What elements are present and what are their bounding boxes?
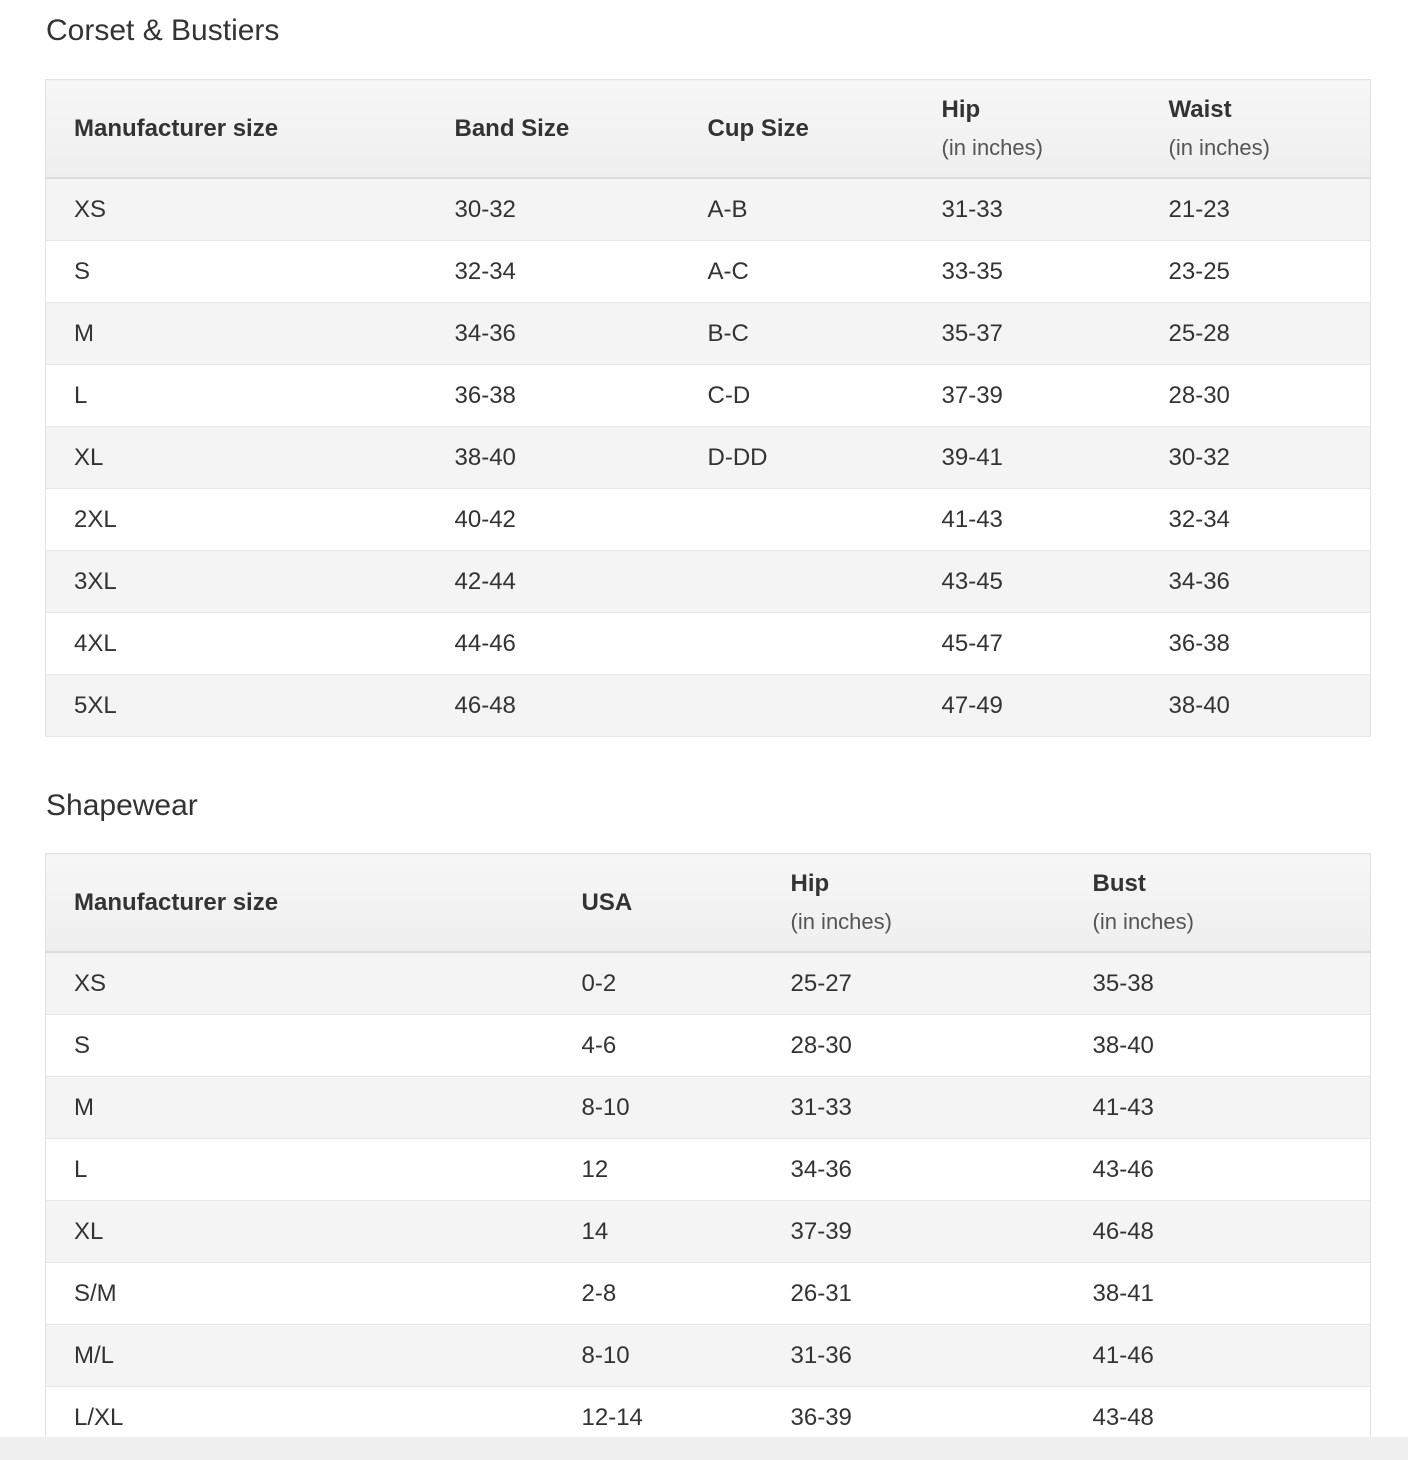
table-row xyxy=(46,365,1371,427)
cell-cup xyxy=(680,489,914,551)
shapewear-section-title: Shapewear xyxy=(46,789,198,822)
cell-hip: 45-47 xyxy=(914,613,1141,675)
header-usa: USA xyxy=(554,854,763,953)
header-waist: Waist (in inches) xyxy=(1141,80,1371,179)
cell-band: 40-42 xyxy=(427,489,680,551)
table-header-row xyxy=(46,854,1371,953)
cell-bust: 41-43 xyxy=(1065,1077,1371,1139)
cell-usa: 8-10 xyxy=(554,1077,763,1139)
cell-hip: 37-39 xyxy=(763,1201,1065,1263)
cell-band: 36-38 xyxy=(427,365,680,427)
cell-hip: 35-37 xyxy=(914,303,1141,365)
cell-size: S/M xyxy=(46,1263,554,1325)
cell-waist: 34-36 xyxy=(1141,551,1371,613)
cell-size: 2XL xyxy=(46,489,427,551)
cell-hip: 36-39 xyxy=(763,1387,1065,1449)
cell-size: M/L xyxy=(46,1325,554,1387)
cell-bust: 43-48 xyxy=(1065,1387,1371,1449)
header-band-size: Band Size xyxy=(427,80,680,179)
cell-band: 44-46 xyxy=(427,613,680,675)
cell-hip: 26-31 xyxy=(763,1263,1065,1325)
cell-bust: 35-38 xyxy=(1065,952,1371,1015)
cell-usa: 2-8 xyxy=(554,1263,763,1325)
cell-hip: 43-45 xyxy=(914,551,1141,613)
cell-waist: 38-40 xyxy=(1141,675,1371,737)
cell-hip: 33-35 xyxy=(914,241,1141,303)
bottom-scroll-strip xyxy=(0,1437,1408,1460)
cell-hip: 31-33 xyxy=(763,1077,1065,1139)
cell-size: S xyxy=(46,241,427,303)
cell-usa: 0-2 xyxy=(554,952,763,1015)
cell-bust: 41-46 xyxy=(1065,1325,1371,1387)
table-row xyxy=(46,241,1371,303)
cell-size: XS xyxy=(46,178,427,241)
header-hip: Hip (in inches) xyxy=(763,854,1065,953)
header-unit: (in inches) xyxy=(1092,908,1194,934)
header-unit: (in inches) xyxy=(1168,134,1270,160)
corset-size-table xyxy=(45,79,1371,737)
cell-size: L xyxy=(46,365,427,427)
cell-size: XL xyxy=(46,427,427,489)
cell-cup: B-C xyxy=(680,303,914,365)
cell-cup xyxy=(680,675,914,737)
table-row xyxy=(46,1201,1371,1263)
cell-bust: 38-40 xyxy=(1065,1015,1371,1077)
cell-hip: 39-41 xyxy=(914,427,1141,489)
cell-cup xyxy=(680,613,914,675)
header-cup-size: Cup Size xyxy=(680,80,914,179)
cell-waist: 25-28 xyxy=(1141,303,1371,365)
table-row xyxy=(46,675,1371,737)
cell-usa: 14 xyxy=(554,1201,763,1263)
cell-size: XS xyxy=(46,952,554,1015)
header-hip: Hip (in inches) xyxy=(914,80,1141,179)
shapewear-size-table xyxy=(45,853,1371,1449)
cell-usa: 12-14 xyxy=(554,1387,763,1449)
cell-size: L xyxy=(46,1139,554,1201)
cell-band: 38-40 xyxy=(427,427,680,489)
table-row xyxy=(46,1015,1371,1077)
cell-bust: 38-41 xyxy=(1065,1263,1371,1325)
cell-cup xyxy=(680,551,914,613)
cell-size: 4XL xyxy=(46,613,427,675)
table-row xyxy=(46,303,1371,365)
cell-waist: 23-25 xyxy=(1141,241,1371,303)
table-row xyxy=(46,1325,1371,1387)
cell-hip: 34-36 xyxy=(763,1139,1065,1201)
cell-band: 30-32 xyxy=(427,178,680,241)
corset-section-title: Corset & Bustiers xyxy=(46,14,280,47)
table-row xyxy=(46,1077,1371,1139)
table-row xyxy=(46,613,1371,675)
cell-waist: 36-38 xyxy=(1141,613,1371,675)
cell-usa: 12 xyxy=(554,1139,763,1201)
cell-waist: 21-23 xyxy=(1141,178,1371,241)
cell-bust: 46-48 xyxy=(1065,1201,1371,1263)
cell-bust: 43-46 xyxy=(1065,1139,1371,1201)
header-bust: Bust (in inches) xyxy=(1065,854,1371,953)
cell-cup: C-D xyxy=(680,365,914,427)
cell-usa: 8-10 xyxy=(554,1325,763,1387)
cell-waist: 28-30 xyxy=(1141,365,1371,427)
cell-cup: A-C xyxy=(680,241,914,303)
table-row xyxy=(46,1139,1371,1201)
table-row xyxy=(46,551,1371,613)
header-unit: (in inches) xyxy=(941,134,1043,160)
cell-hip: 25-27 xyxy=(763,952,1065,1015)
cell-size: L/XL xyxy=(46,1387,554,1449)
table-row xyxy=(46,427,1371,489)
cell-band: 32-34 xyxy=(427,241,680,303)
cell-size: XL xyxy=(46,1201,554,1263)
cell-cup: A-B xyxy=(680,178,914,241)
cell-size: S xyxy=(46,1015,554,1077)
cell-band: 42-44 xyxy=(427,551,680,613)
cell-waist: 32-34 xyxy=(1141,489,1371,551)
cell-size: 3XL xyxy=(46,551,427,613)
table-row xyxy=(46,489,1371,551)
cell-waist: 30-32 xyxy=(1141,427,1371,489)
header-manufacturer-size: Manufacturer size xyxy=(46,80,427,179)
table-header-row xyxy=(46,80,1371,179)
cell-cup: D-DD xyxy=(680,427,914,489)
cell-band: 34-36 xyxy=(427,303,680,365)
cell-size: M xyxy=(46,303,427,365)
cell-band: 46-48 xyxy=(427,675,680,737)
table-row xyxy=(46,178,1371,241)
cell-hip: 37-39 xyxy=(914,365,1141,427)
header-unit: (in inches) xyxy=(790,908,892,934)
table-row xyxy=(46,952,1371,1015)
header-manufacturer-size: Manufacturer size xyxy=(46,854,554,953)
cell-hip: 28-30 xyxy=(763,1015,1065,1077)
cell-hip: 31-36 xyxy=(763,1325,1065,1387)
cell-size: 5XL xyxy=(46,675,427,737)
cell-hip: 31-33 xyxy=(914,178,1141,241)
table-row xyxy=(46,1263,1371,1325)
cell-hip: 41-43 xyxy=(914,489,1141,551)
cell-usa: 4-6 xyxy=(554,1015,763,1077)
cell-size: M xyxy=(46,1077,554,1139)
cell-hip: 47-49 xyxy=(914,675,1141,737)
